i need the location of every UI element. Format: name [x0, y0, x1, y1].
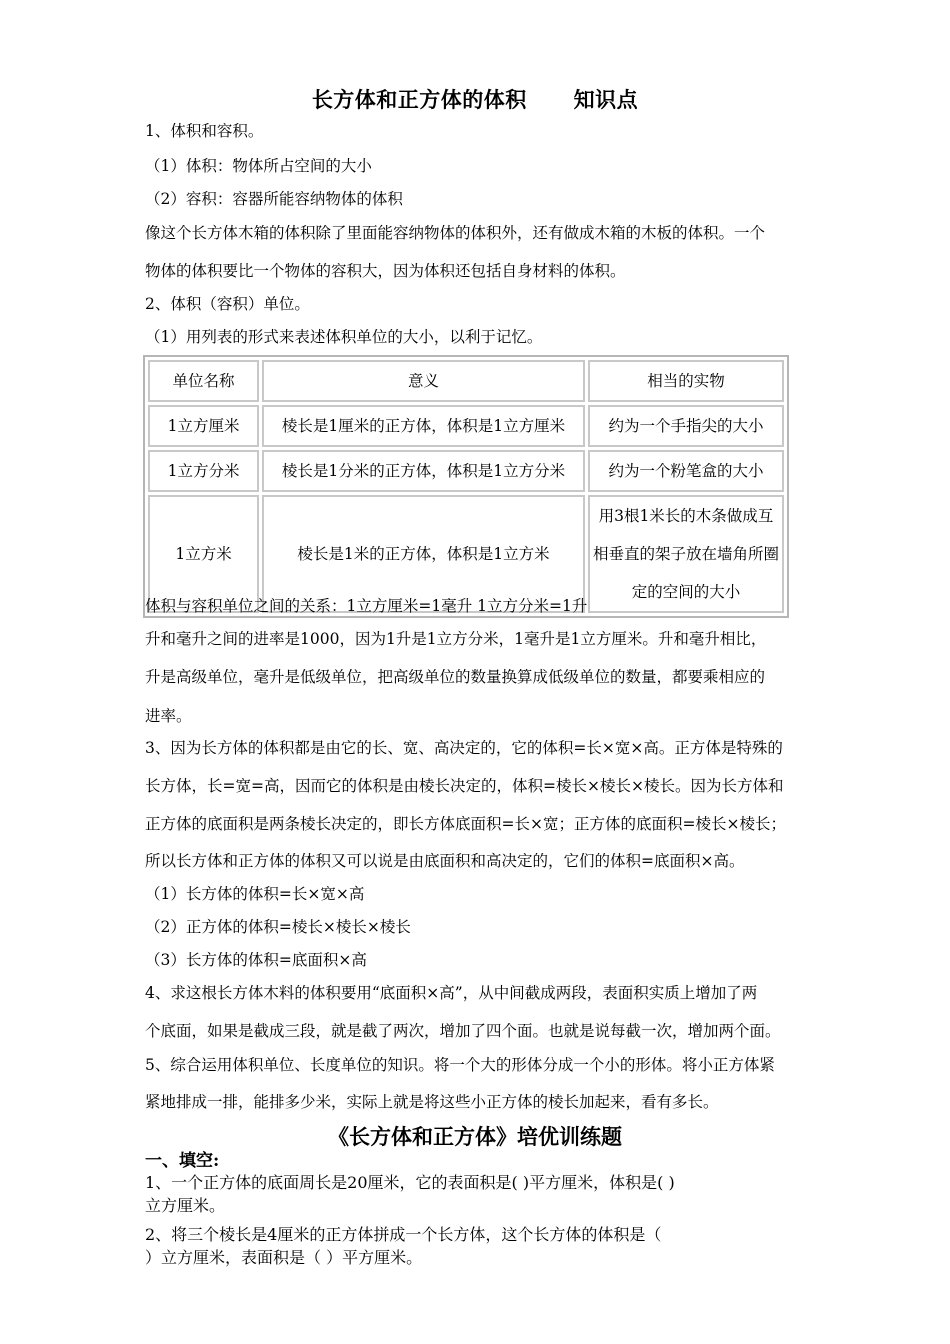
- text-line: 升是高级单位，毫升是低级单位，把高级单位的数量换算成低级单位的数量，都要乘相应的: [145, 668, 766, 686]
- table-header-cell: 相当的实物: [588, 360, 784, 402]
- section-subtitle: 一、填空:: [145, 1151, 220, 1171]
- text-line: 体积与容积单位之间的关系：1立方厘米=1毫升 1立方分米=1升: [145, 597, 588, 615]
- text-line: 物体的体积要比一个物体的容积大，因为体积还包括自身材料的体积。: [145, 262, 626, 280]
- table-cell: 棱长是1米的正方体，体积是1立方米: [262, 495, 585, 613]
- text-line: 4、求这根长方体木料的体积要用“底面积×高”，从中间截成两段，表面积实质上增加了两: [145, 984, 758, 1002]
- exercise-line: 1、一个正方体的底面周长是20厘米，它的表面积是( )平方厘米，体积是( ): [145, 1173, 675, 1192]
- text-line: （1）体积：物体所占空间的大小: [145, 157, 372, 175]
- text-line: 紧地排成一排，能排多少米，实际上就是将这些小正方体的棱长加起来，看有多长。: [145, 1093, 719, 1111]
- text-line: 2、体积（容积）单位。: [145, 295, 310, 313]
- table-cell: 1立方米: [148, 495, 259, 613]
- table-cell: 约为一个手指尖的大小: [588, 405, 784, 447]
- text-line: （1）用列表的形式来表述体积单位的大小，以利于记忆。: [145, 328, 543, 346]
- text-line: （1）长方体的体积=长×宽×高: [145, 885, 365, 903]
- table-header-row: [148, 360, 784, 402]
- table-header-cell: 单位名称: [148, 360, 259, 402]
- table-cell: 1立方分米: [148, 450, 259, 492]
- table-row: [148, 405, 784, 447]
- table-cell: 棱长是1分米的正方体，体积是1立方分米: [262, 450, 585, 492]
- exercise-line: ）立方厘米，表面积是（ ）平方厘米。: [145, 1248, 423, 1267]
- text-line: 1、体积和容积。: [145, 122, 264, 140]
- table-row: [148, 450, 784, 492]
- exercise-line: 2、将三个棱长是4厘米的正方体拼成一个长方体，这个长方体的体积是（: [145, 1225, 662, 1244]
- exercise-line: 立方厘米。: [145, 1196, 226, 1215]
- text-line: 进率。: [145, 707, 192, 725]
- text-line: 正方体的底面积是两条棱长决定的，即长方体底面积=长×宽；正方体的底面积=棱长×棱长；: [145, 815, 786, 833]
- text-line: （3）长方体的体积=底面积×高: [145, 951, 367, 969]
- table-cell: 约为一个粉笔盒的大小: [588, 450, 784, 492]
- section-title: 《长方体和正方体》培优训练题: [328, 1124, 622, 1149]
- table-header-cell: 意义: [262, 360, 585, 402]
- text-line: 个底面，如果是截成三段，就是截了两次，增加了四个面。也就是说每截一次，增加两个面。: [145, 1022, 781, 1040]
- volume-units-table: [143, 355, 789, 618]
- table-cell: 棱长是1厘米的正方体，体积是1立方厘米: [262, 405, 585, 447]
- text-line: （2）正方体的体积=棱长×棱长×棱长: [145, 918, 411, 936]
- text-line: 长方体，长=宽=高，因而它的体积是由棱长决定的，体积=棱长×棱长×棱长。因为长方体和: [145, 777, 784, 795]
- table-cell: 1立方厘米: [148, 405, 259, 447]
- text-line: 升和毫升之间的进率是1000，因为1升是1立方分米，1毫升是1立方厘米。升和毫升相比，: [145, 630, 767, 648]
- page-title: 长方体和正方体的体积 知识点: [311, 87, 639, 112]
- text-line: 3、因为长方体的体积都是由它的长、宽、高决定的，它的体积=长×宽×高。正方体是特殊的: [145, 739, 783, 757]
- text-line: 所以长方体和正方体的体积又可以说是由底面积和高决定的，它们的体积=底面积×高。: [145, 852, 745, 870]
- text-line: 像这个长方体木箱的体积除了里面能容纳物体的体积外，还有做成木箱的木板的体积。一个: [145, 224, 766, 242]
- text-line: 5、综合运用体积单位、长度单位的知识。将一个大的形体分成一个小的形体。将小正方体紧: [145, 1056, 775, 1074]
- text-line: （2）容积：容器所能容纳物体的体积: [145, 190, 403, 208]
- table-cell: 用3根1米长的木条做成互相垂直的架子放在墙角所圈定的空间的大小: [588, 495, 784, 613]
